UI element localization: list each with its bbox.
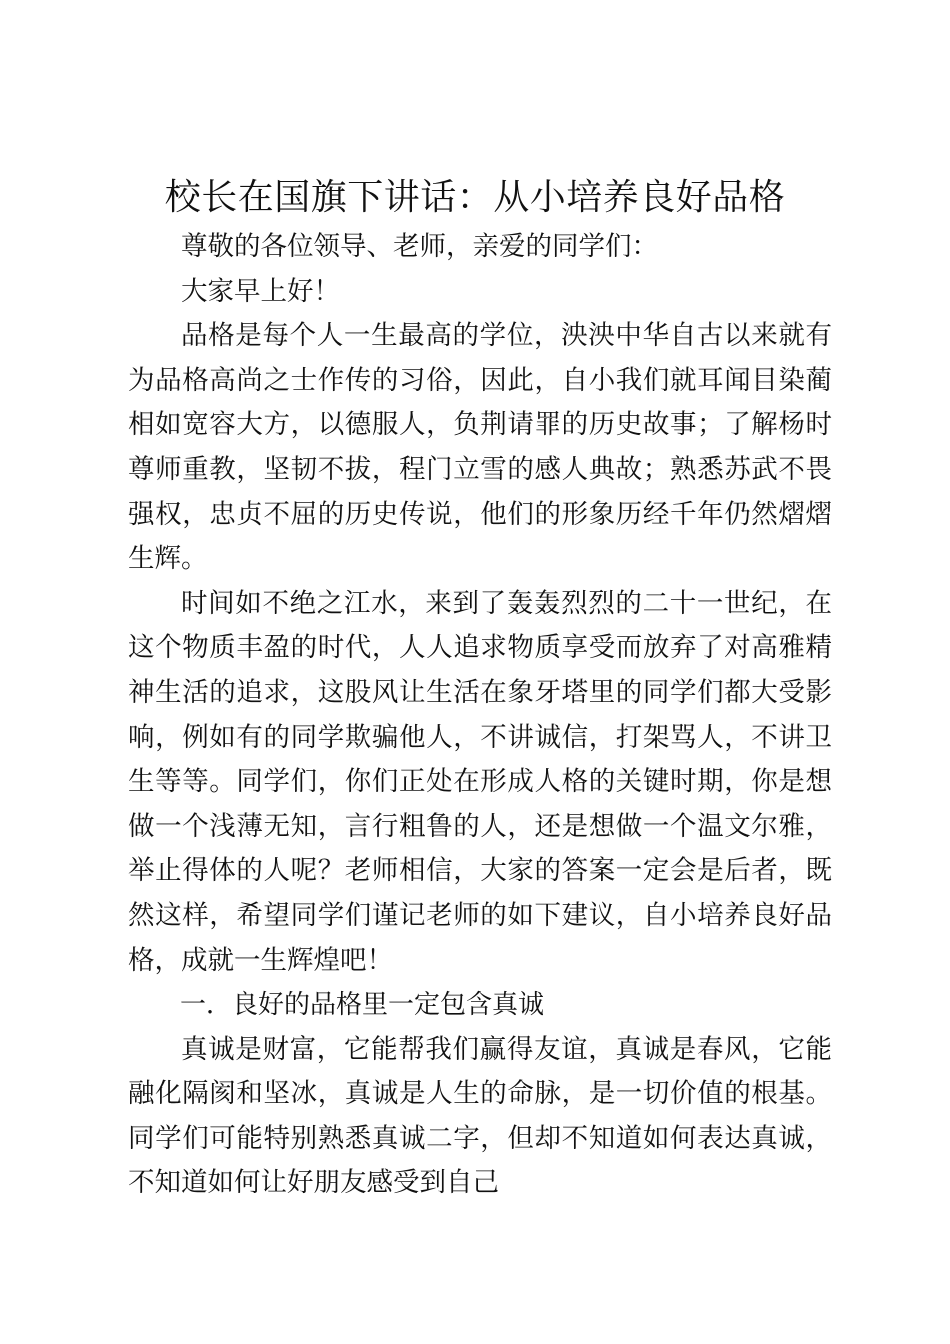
document-title: 校长在国旗下讲话：从小培养良好品格	[164, 177, 786, 218]
greeting-paragraph: 大家早上好！	[181, 275, 340, 307]
body-paragraph: 品格是每个人一生最高的学位，泱泱中华自古以来就有为品格高尚之士作传的习俗，因此，自小我们就耳闻目染蔺相如宽容大方，以德服人，负荆请罪的历史故事；了解杨时尊师重教，坚韧不拔，程门立雪的感人典故；熟悉苏武不畏强权，忠贞不屈的历史传说，他们的形象历经千年仍然熠熠生辉。	[128, 320, 832, 575]
body-paragraph: 真诚是财富，它能帮我们赢得友谊，真诚是春风，它能融化隔阂和坚冰，真诚是人生的命脉，是一切价值的根基。同学们可能特别熟悉真诚二字，但却不知道如何表达真诚，不知道如何让好朋友感受到自己	[128, 1033, 832, 1199]
document-body	[128, 225, 832, 1206]
salutation-paragraph: 尊敬的各位领导、老师，亲爱的同学们：	[181, 231, 658, 262]
section-heading: 一．良好的品格里一定包含真诚	[180, 990, 545, 1021]
body-paragraph: 时间如不绝之江水，来到了轰轰烈烈的二十一世纪，在这个物质丰盈的时代，人人追求物质享受而放弃了对高雅精神生活的追求，这股风让生活在象牙塔里的同学们都大受影响，例如有的同学欺骗他人，不讲诚信，打架骂人，不讲卫生等等。同学们，你们正处在形成人格的关键时期，你是想做一个浅薄无知，言行粗鲁的人，还是想做一个温文尔雅，举止得体的人呢？老师相信，大家的答案一定会是后者，既然这样，希望同学们谨记老师的如下建议，自小培养良好品格，成就一生辉煌吧！	[128, 587, 832, 976]
